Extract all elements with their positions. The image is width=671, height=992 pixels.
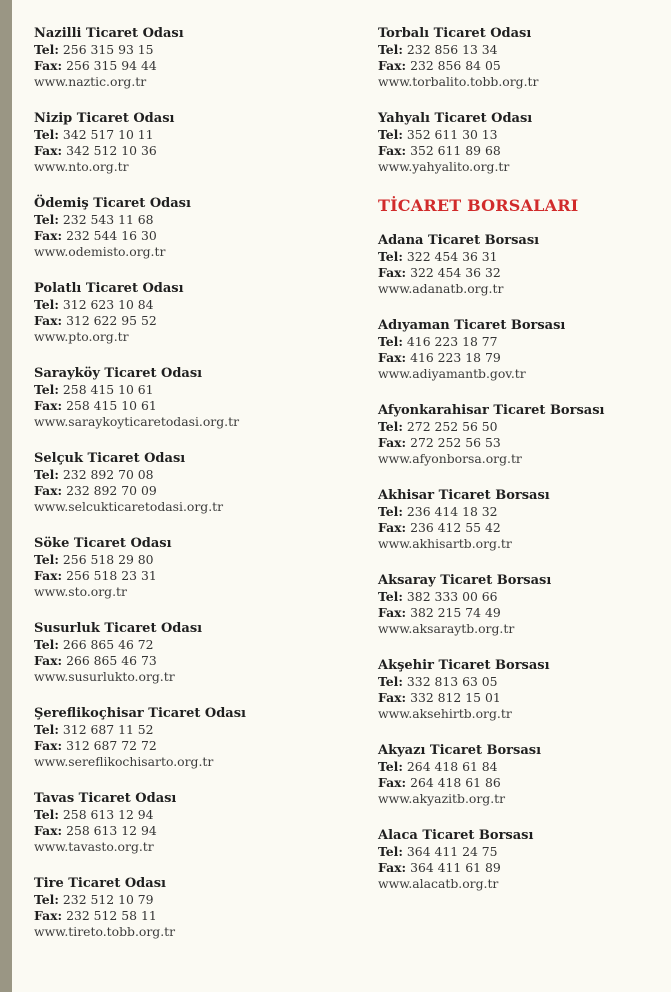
tel-number: 258 613 12 94 <box>62 807 154 822</box>
tel-line <box>34 42 334 58</box>
fax-line <box>378 860 668 876</box>
tel-label: Tel: <box>34 212 59 227</box>
fax-label: Fax: <box>378 350 407 365</box>
fax-number: 352 611 89 68 <box>410 143 501 158</box>
tel-number: 232 512 10 79 <box>62 892 154 907</box>
contact-entry <box>378 403 668 467</box>
organization-name: Akyazı Ticaret Borsası <box>378 743 542 758</box>
tel-label: Tel: <box>34 637 59 652</box>
tel-label: Tel: <box>34 467 59 482</box>
tel-line <box>34 467 334 483</box>
fax-number: 364 411 61 89 <box>410 860 501 875</box>
organization-name: Nizip Ticaret Odası <box>34 111 175 126</box>
contact-entry <box>378 488 668 552</box>
fax-number: 312 622 95 52 <box>66 313 157 328</box>
fax-line <box>378 58 668 74</box>
contact-entry <box>34 111 334 175</box>
contact-entry <box>378 111 668 175</box>
website-link[interactable]: www.sto.org.tr <box>34 584 127 599</box>
tel-line <box>378 42 668 58</box>
fax-line <box>378 605 668 621</box>
fax-number: 266 865 46 73 <box>66 653 157 668</box>
tel-number: 364 411 24 75 <box>406 844 498 859</box>
tel-line <box>34 807 334 823</box>
fax-label: Fax: <box>34 823 63 838</box>
contact-entry <box>34 876 334 940</box>
tel-line <box>378 334 668 350</box>
website-link[interactable]: www.adanatb.org.tr <box>378 281 504 296</box>
page-gutter <box>0 0 12 992</box>
fax-label: Fax: <box>378 143 407 158</box>
tel-number: 312 687 11 52 <box>62 722 154 737</box>
fax-line <box>34 228 334 244</box>
contact-entry <box>378 26 668 90</box>
fax-number: 236 412 55 42 <box>410 520 501 535</box>
website-link[interactable]: www.afyonborsa.org.tr <box>378 451 522 466</box>
fax-label: Fax: <box>378 775 407 790</box>
tel-line <box>378 589 668 605</box>
organization-name: Adana Ticaret Borsası <box>378 233 540 248</box>
fax-number: 272 252 56 53 <box>410 435 501 450</box>
organization-name: Yahyalı Ticaret Odası <box>378 111 533 126</box>
tel-label: Tel: <box>378 504 403 519</box>
contact-entry <box>34 536 334 600</box>
tel-number: 352 611 30 13 <box>406 127 498 142</box>
fax-label: Fax: <box>34 398 63 413</box>
website-link[interactable]: www.alacatb.org.tr <box>378 876 499 891</box>
tel-number: 264 418 61 84 <box>406 759 498 774</box>
tel-number: 232 892 70 08 <box>62 467 154 482</box>
website-link[interactable]: www.akyazitb.org.tr <box>378 791 506 806</box>
tel-label: Tel: <box>378 674 403 689</box>
fax-line <box>34 738 334 754</box>
organization-name: Tavas Ticaret Odası <box>34 791 177 806</box>
fax-number: 258 613 12 94 <box>66 823 157 838</box>
fax-number: 342 512 10 36 <box>66 143 157 158</box>
fax-number: 312 687 72 72 <box>66 738 157 753</box>
fax-number: 232 544 16 30 <box>66 228 157 243</box>
organization-name: Polatlı Ticaret Odası <box>34 281 184 296</box>
fax-number: 322 454 36 32 <box>410 265 501 280</box>
tel-line <box>378 249 668 265</box>
fax-number: 232 892 70 09 <box>66 483 157 498</box>
tel-number: 258 415 10 61 <box>62 382 154 397</box>
tel-label: Tel: <box>34 807 59 822</box>
tel-label: Tel: <box>378 589 403 604</box>
right-column <box>378 26 668 913</box>
left-column <box>34 26 334 961</box>
fax-line <box>34 58 334 74</box>
section-heading: TİCARET BORSALARI <box>378 196 579 215</box>
tel-label: Tel: <box>34 552 59 567</box>
tel-line <box>34 552 334 568</box>
contact-entry <box>378 828 668 892</box>
fax-number: 258 415 10 61 <box>66 398 157 413</box>
contact-entry <box>378 318 668 382</box>
tel-line <box>34 722 334 738</box>
fax-label: Fax: <box>378 690 407 705</box>
tel-number: 322 454 36 31 <box>406 249 498 264</box>
contact-entry <box>34 706 334 770</box>
tel-label: Tel: <box>34 722 59 737</box>
organization-name: Torbalı Ticaret Odası <box>378 26 532 41</box>
website-link[interactable]: www.nto.org.tr <box>34 159 129 174</box>
tel-line <box>34 637 334 653</box>
fax-label: Fax: <box>34 653 63 668</box>
tel-line <box>378 504 668 520</box>
tel-number: 332 813 63 05 <box>406 674 498 689</box>
fax-label: Fax: <box>378 265 407 280</box>
tel-line <box>378 674 668 690</box>
website-link[interactable]: www.aksehirtb.org.tr <box>378 706 512 721</box>
fax-number: 232 512 58 11 <box>66 908 157 923</box>
contact-entry <box>378 743 668 807</box>
website-link[interactable]: www.pto.org.tr <box>34 329 129 344</box>
tel-label: Tel: <box>34 892 59 907</box>
tel-number: 312 623 10 84 <box>62 297 154 312</box>
fax-label: Fax: <box>34 483 63 498</box>
fax-label: Fax: <box>34 568 63 583</box>
fax-label: Fax: <box>378 860 407 875</box>
contact-entry <box>378 573 668 637</box>
tel-number: 272 252 56 50 <box>406 419 498 434</box>
organization-name: Alaca Ticaret Borsası <box>378 828 534 843</box>
organization-name: Akhisar Ticaret Borsası <box>378 488 550 503</box>
fax-line <box>378 690 668 706</box>
tel-label: Tel: <box>34 382 59 397</box>
website-link[interactable]: www.torbalito.tobb.org.tr <box>378 74 539 89</box>
website-link[interactable]: www.odemisto.org.tr <box>34 244 166 259</box>
contact-entry <box>34 791 334 855</box>
organization-name: Adıyaman Ticaret Borsası <box>378 318 566 333</box>
fax-line <box>378 265 668 281</box>
tel-number: 232 856 13 34 <box>406 42 498 57</box>
fax-line <box>34 653 334 669</box>
contact-entry <box>34 196 334 260</box>
fax-label: Fax: <box>34 58 63 73</box>
tel-label: Tel: <box>34 42 59 57</box>
tel-number: 236 414 18 32 <box>406 504 498 519</box>
tel-line <box>34 382 334 398</box>
tel-label: Tel: <box>378 334 403 349</box>
organization-name: Şereflikoçhisar Ticaret Odası <box>34 706 246 721</box>
tel-line <box>378 419 668 435</box>
fax-line <box>34 908 334 924</box>
tel-label: Tel: <box>378 419 403 434</box>
tel-line <box>34 297 334 313</box>
tel-line <box>378 759 668 775</box>
fax-line <box>34 483 334 499</box>
tel-number: 342 517 10 11 <box>62 127 154 142</box>
tel-label: Tel: <box>378 42 403 57</box>
fax-label: Fax: <box>34 228 63 243</box>
tel-label: Tel: <box>34 297 59 312</box>
tel-label: Tel: <box>378 127 403 142</box>
tel-line <box>34 127 334 143</box>
contact-entry <box>34 621 334 685</box>
fax-label: Fax: <box>34 313 63 328</box>
organization-name: Sarayköy Ticaret Odası <box>34 366 203 381</box>
fax-line <box>378 775 668 791</box>
fax-number: 256 518 23 31 <box>66 568 157 583</box>
fax-line <box>34 143 334 159</box>
fax-line <box>34 568 334 584</box>
fax-line <box>378 520 668 536</box>
tel-number: 266 865 46 72 <box>62 637 154 652</box>
fax-number: 382 215 74 49 <box>410 605 501 620</box>
tel-line <box>34 892 334 908</box>
website-link[interactable]: www.tavasto.org.tr <box>34 839 154 854</box>
tel-number: 256 315 93 15 <box>62 42 154 57</box>
website-link[interactable]: www.saraykoyticaretodasi.org.tr <box>34 414 240 429</box>
organization-name: Afyonkarahisar Ticaret Borsası <box>378 403 605 418</box>
organization-name: Selçuk Ticaret Odası <box>34 451 186 466</box>
tel-label: Tel: <box>378 844 403 859</box>
organization-name: Aksaray Ticaret Borsası <box>378 573 552 588</box>
fax-number: 232 856 84 05 <box>410 58 501 73</box>
tel-number: 232 543 11 68 <box>62 212 154 227</box>
fax-label: Fax: <box>378 435 407 450</box>
website-link[interactable]: www.sereflikochisarto.org.tr <box>34 754 214 769</box>
tel-line <box>34 212 334 228</box>
fax-label: Fax: <box>378 605 407 620</box>
website-link[interactable]: www.yahyalito.org.tr <box>378 159 510 174</box>
organization-name: Ödemiş Ticaret Odası <box>34 196 191 211</box>
fax-label: Fax: <box>34 738 63 753</box>
right-column-bottom-list <box>378 233 668 892</box>
contact-entry <box>34 26 334 90</box>
fax-label: Fax: <box>34 143 63 158</box>
fax-label: Fax: <box>378 520 407 535</box>
fax-number: 332 812 15 01 <box>410 690 501 705</box>
fax-line <box>378 435 668 451</box>
fax-label: Fax: <box>34 908 63 923</box>
tel-number: 416 223 18 77 <box>406 334 498 349</box>
tel-label: Tel: <box>34 127 59 142</box>
contact-entry <box>34 281 334 345</box>
organization-name: Akşehir Ticaret Borsası <box>378 658 550 673</box>
website-link[interactable]: www.susurlukto.org.tr <box>34 669 175 684</box>
website-link[interactable]: www.selcukticaretodasi.org.tr <box>34 499 224 514</box>
fax-line <box>34 398 334 414</box>
right-column-top-list <box>378 26 668 175</box>
tel-number: 382 333 00 66 <box>406 589 498 604</box>
organization-name: Tire Ticaret Odası <box>34 876 166 891</box>
fax-line <box>34 823 334 839</box>
tel-label: Tel: <box>378 249 403 264</box>
organization-name: Söke Ticaret Odası <box>34 536 172 551</box>
fax-number: 256 315 94 44 <box>66 58 157 73</box>
contact-entry <box>34 451 334 515</box>
website-link[interactable]: www.tireto.tobb.org.tr <box>34 924 176 939</box>
tel-label: Tel: <box>378 759 403 774</box>
contact-entry <box>378 658 668 722</box>
contact-entry <box>34 366 334 430</box>
website-link[interactable]: www.adiyamantb.gov.tr <box>378 366 526 381</box>
tel-line <box>378 844 668 860</box>
tel-line <box>378 127 668 143</box>
organization-name: Susurluk Ticaret Odası <box>34 621 203 636</box>
website-link[interactable]: www.naztic.org.tr <box>34 74 147 89</box>
fax-number: 264 418 61 86 <box>410 775 501 790</box>
website-link[interactable]: www.aksaraytb.org.tr <box>378 621 515 636</box>
fax-label: Fax: <box>378 58 407 73</box>
organization-name: Nazilli Ticaret Odası <box>34 26 184 41</box>
fax-line <box>34 313 334 329</box>
website-link[interactable]: www.akhisartb.org.tr <box>378 536 512 551</box>
fax-line <box>378 350 668 366</box>
fax-line <box>378 143 668 159</box>
contact-entry <box>378 233 668 297</box>
fax-number: 416 223 18 79 <box>410 350 501 365</box>
tel-number: 256 518 29 80 <box>62 552 154 567</box>
